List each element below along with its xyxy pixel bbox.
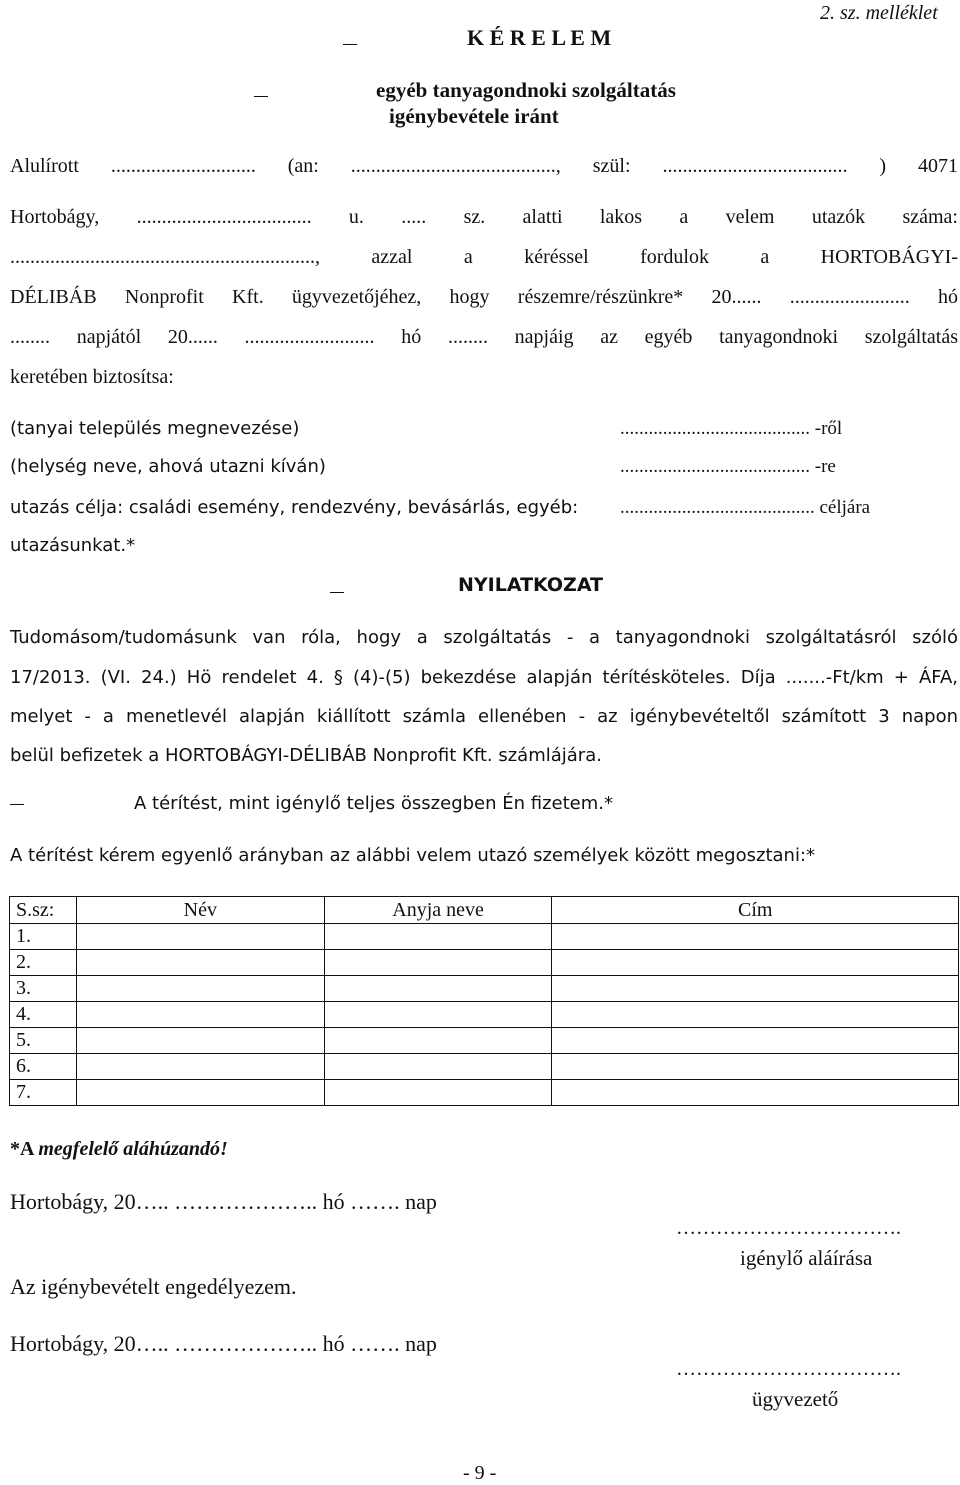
option-split: A térítést kérem egyenlő arányban az alábbi velem utazó személyek között megosztani:*: [10, 845, 816, 866]
title-dash: [343, 44, 357, 45]
name-cell[interactable]: [76, 1080, 324, 1106]
purpose-label: utazás célja: családi esemény, rendezvény, bevásárlás, egyéb:: [10, 497, 579, 518]
mother-name-cell[interactable]: [324, 924, 552, 950]
purpose-value: ......................................... céljára: [620, 497, 871, 518]
signature-dots-2: …………………………….: [676, 1358, 901, 1380]
annex-label: 2. sz. melléklet: [820, 2, 938, 24]
table-row: [10, 1080, 959, 1106]
document-title: K É R E L E M: [467, 25, 612, 50]
option-self-pay: A térítést, mint igénylő teljes összegben Én fizetem.*: [134, 793, 614, 814]
table-row: [10, 1054, 959, 1080]
address-cell[interactable]: [552, 924, 959, 950]
header-address: Cím: [552, 897, 959, 924]
signature-label-1: igénylő aláírása: [740, 1246, 873, 1270]
declaration-line-2: 17/2013. (VI. 24.) Hö rendelet 4. § (4)-(5) bekezdése alapján térítésköteles. Díja .......-Ft/km + ÁFA,: [10, 667, 958, 688]
signature-label-2: ügyvezető: [752, 1387, 839, 1411]
name-cell[interactable]: [76, 976, 324, 1002]
footnote: [10, 1138, 228, 1161]
table-header-row: [10, 897, 959, 924]
row-number: 2.: [10, 950, 77, 976]
row-number: 6.: [10, 1054, 77, 1080]
declaration-dash: [330, 592, 344, 593]
footnote-italic: megfelelő aláhúzandó!: [38, 1138, 228, 1160]
companions-table: [9, 896, 959, 1106]
subtitle-dash: [254, 96, 268, 97]
option-dash: [10, 804, 24, 805]
mother-name-cell[interactable]: [324, 976, 552, 1002]
subtitle-line-2: igénybevétele iránt: [389, 104, 559, 128]
date-line-1: Hortobágy, 20….. ……………….. hó ……. nap: [10, 1189, 437, 1214]
request-line-1: Alulírott ............................. (an: ........................................., szül: ..................................... ) 4071: [10, 155, 958, 177]
origin-label: (tanyai település megnevezése): [10, 418, 300, 439]
declaration-title: NYILATKOZAT: [458, 574, 604, 596]
declaration-line-3: melyet - a menetlevél alapján kiállított számla ellenében - az igénybevételtől számított 3 napon: [10, 706, 958, 727]
request-line-6: keretében biztosítsa:: [10, 366, 174, 388]
mother-name-cell[interactable]: [324, 1080, 552, 1106]
row-number: 5.: [10, 1028, 77, 1054]
origin-value: ........................................ -ről: [620, 418, 843, 439]
name-cell[interactable]: [76, 924, 324, 950]
signature-dots-1: …………………………….: [676, 1217, 901, 1239]
destination-value: ........................................ -re: [620, 456, 836, 477]
header-name: Név: [76, 897, 324, 924]
table-row: [10, 950, 959, 976]
table-row: [10, 924, 959, 950]
name-cell[interactable]: [76, 1028, 324, 1054]
request-line-3: ............................................................., azzal a kéréssel fordulok a HORTOBÁGYI-: [10, 246, 958, 268]
address-cell[interactable]: [552, 1002, 959, 1028]
mother-name-cell[interactable]: [324, 1028, 552, 1054]
date-line-2: Hortobágy, 20….. ……………….. hó ……. nap: [10, 1331, 437, 1356]
declaration-line-1: Tudomásom/tudomásunk van róla, hogy a szolgáltatás - a tanyagondnoki szolgáltatásról szóló: [10, 627, 958, 648]
table-row: [10, 1002, 959, 1028]
name-cell[interactable]: [76, 1054, 324, 1080]
trip-end-text: utazásunkat.*: [10, 535, 136, 556]
request-line-5: ........ napjától 20...... .......................... hó ........ napjáig az egyéb tanyagondnoki szolgáltatás: [10, 326, 958, 348]
approval-text: Az igénybevételt engedélyezem.: [10, 1274, 297, 1299]
request-line-4: DÉLIBÁB Nonprofit Kft. ügyvezetőjéhez, hogy részemre/részünkre* 20...... ........................ hó: [10, 286, 958, 308]
declaration-line-4: belül befizetek a HORTOBÁGYI-DÉLIBÁB Nonprofit Kft. számlájára.: [10, 745, 602, 766]
row-number: 1.: [10, 924, 77, 950]
table-row: [10, 1028, 959, 1054]
name-cell[interactable]: [76, 950, 324, 976]
request-line-2: Hortobágy, ................................... u. ..... sz. alatti lakos a velem utazók száma:: [10, 206, 958, 228]
address-cell[interactable]: [552, 1054, 959, 1080]
row-number: 7.: [10, 1080, 77, 1106]
table-row: [10, 976, 959, 1002]
footnote-prefix: *A: [10, 1138, 39, 1160]
mother-name-cell[interactable]: [324, 1002, 552, 1028]
mother-name-cell[interactable]: [324, 950, 552, 976]
name-cell[interactable]: [76, 1002, 324, 1028]
address-cell[interactable]: [552, 1028, 959, 1054]
header-mother-name: Anyja neve: [324, 897, 552, 924]
header-number: S.sz:: [10, 897, 77, 924]
row-number: 4.: [10, 1002, 77, 1028]
address-cell[interactable]: [552, 950, 959, 976]
mother-name-cell[interactable]: [324, 1054, 552, 1080]
page-number: - 9 -: [463, 1462, 497, 1484]
address-cell[interactable]: [552, 976, 959, 1002]
subtitle-line-1: egyéb tanyagondnoki szolgáltatás: [376, 78, 676, 102]
destination-label: (helység neve, ahová utazni kíván): [10, 456, 326, 477]
row-number: 3.: [10, 976, 77, 1002]
address-cell[interactable]: [552, 1080, 959, 1106]
